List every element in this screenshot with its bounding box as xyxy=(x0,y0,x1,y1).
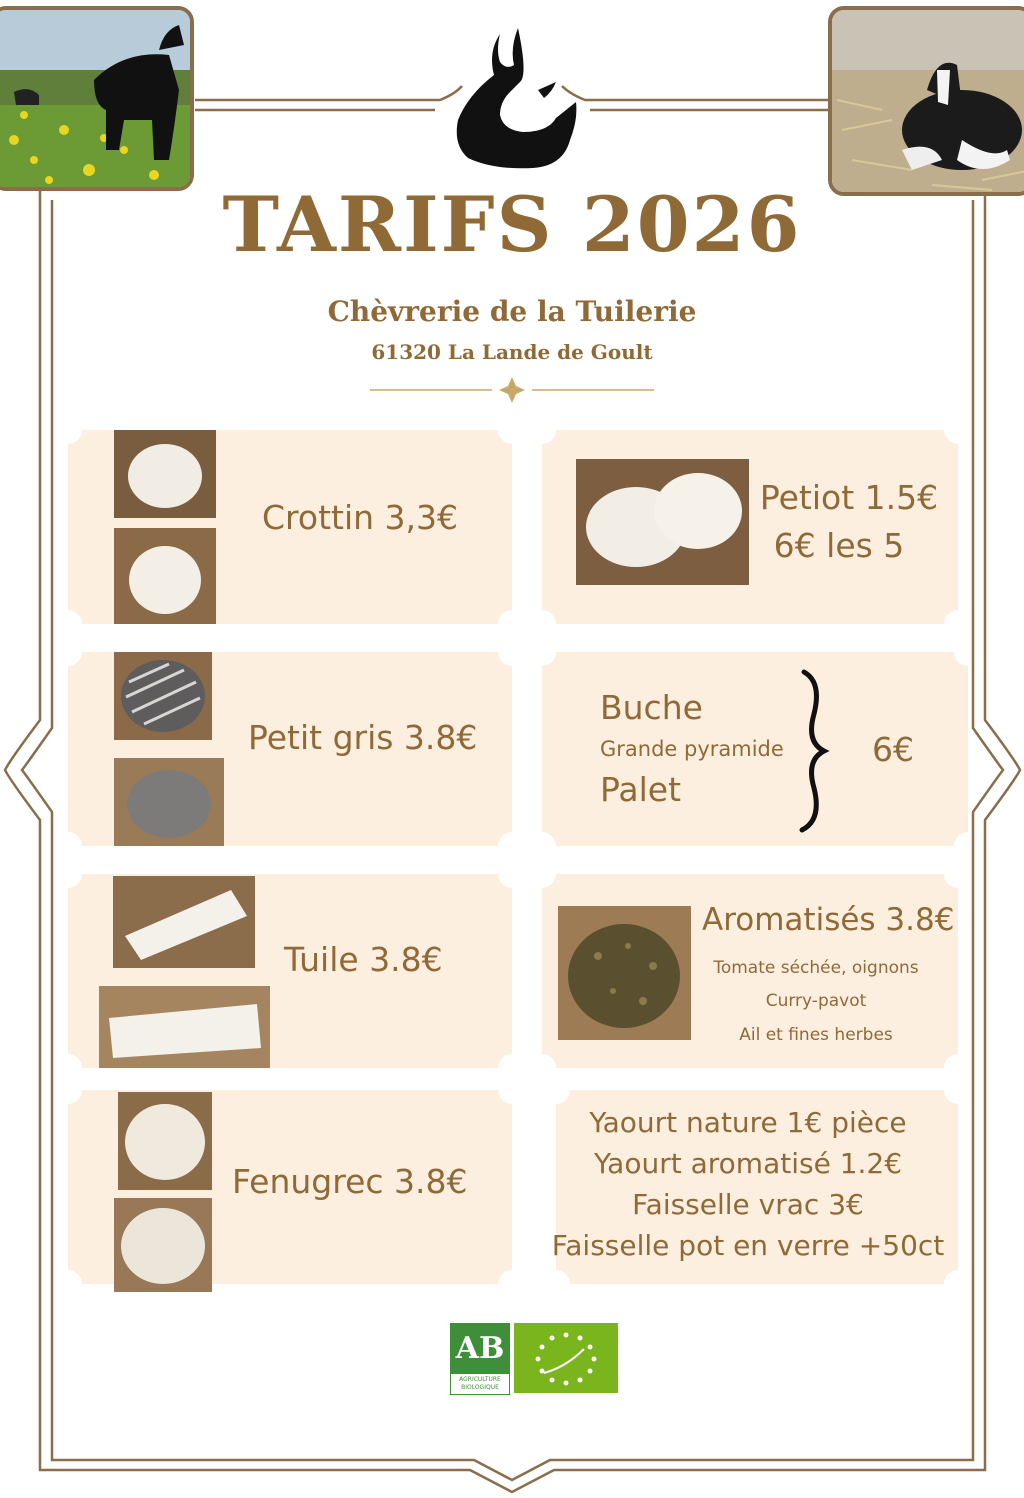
petit-gris-photo-1 xyxy=(114,652,212,740)
ab-logo-mark: AB xyxy=(451,1324,509,1374)
tuile-price: Tuile 3.8€ xyxy=(284,940,443,979)
palet-label: Palet xyxy=(600,770,682,809)
crottin-photo-1 xyxy=(114,430,216,518)
curly-brace-icon xyxy=(794,668,834,834)
aromatises-price: Aromatisés 3.8€ xyxy=(702,902,955,938)
card-petit-gris xyxy=(68,652,512,846)
card-tuile xyxy=(68,874,512,1068)
eu-organic-leaf-logo xyxy=(514,1323,618,1393)
farm-name: Chèvrerie de la Tuilerie xyxy=(327,295,697,328)
fenugrec-photo-1 xyxy=(118,1092,212,1190)
faisselle-pot-price: Faisselle pot en verre +50ct xyxy=(551,1229,945,1262)
card-yaourts xyxy=(551,1090,958,1284)
buche-label: Buche xyxy=(600,688,703,727)
ab-caption-2: BIOLOGIQUE xyxy=(461,1384,499,1391)
aromatises-photo xyxy=(558,906,691,1040)
card-petiot xyxy=(542,430,958,624)
aromatise-tomate: Tomate séchée, oignons xyxy=(713,958,919,978)
fenugrec-photo-2 xyxy=(114,1198,212,1292)
buche-group-price: 6€ xyxy=(872,730,914,769)
crottin-photo-2 xyxy=(114,528,216,624)
yaourt-nature-price: Yaourt nature 1€ pièce xyxy=(589,1106,907,1139)
petit-gris-price: Petit gris 3.8€ xyxy=(248,718,478,757)
petiot-photo xyxy=(576,459,749,585)
card-aromatises xyxy=(542,874,958,1068)
grande-pyramide-label: Grande pyramide xyxy=(600,737,784,761)
aromatise-curry: Curry-pavot xyxy=(765,991,867,1011)
goat-logo-icon xyxy=(448,20,583,170)
ab-caption-1: AGRICULTURE xyxy=(459,1376,501,1383)
card-buche-group xyxy=(542,652,968,846)
crottin-price: Crottin 3,3€ xyxy=(262,498,459,537)
petit-gris-photo-2 xyxy=(114,758,224,846)
card-crottin xyxy=(68,430,512,624)
aromatise-ail: Ail et fines herbes xyxy=(739,1025,893,1045)
tuile-photo-2 xyxy=(99,986,270,1068)
fenugrec-price: Fenugrec 3.8€ xyxy=(232,1162,468,1201)
ab-logo xyxy=(450,1323,510,1395)
petiot-bundle-price: 6€ les 5 xyxy=(773,526,905,565)
faisselle-vrac-price: Faisselle vrac 3€ xyxy=(632,1188,864,1221)
tuile-photo-1 xyxy=(113,876,255,968)
baby-goat-photo xyxy=(828,6,1024,196)
page-title: TARIFS 2026 xyxy=(222,180,802,269)
petiot-price: Petiot 1.5€ xyxy=(759,478,939,517)
card-fenugrec xyxy=(68,1090,512,1284)
yaourt-aromatise-price: Yaourt aromatisé 1.2€ xyxy=(593,1147,903,1180)
ornament-divider xyxy=(370,375,654,405)
farm-address: 61320 La Lande de Goult xyxy=(371,340,653,364)
goats-meadow-photo xyxy=(0,6,194,191)
